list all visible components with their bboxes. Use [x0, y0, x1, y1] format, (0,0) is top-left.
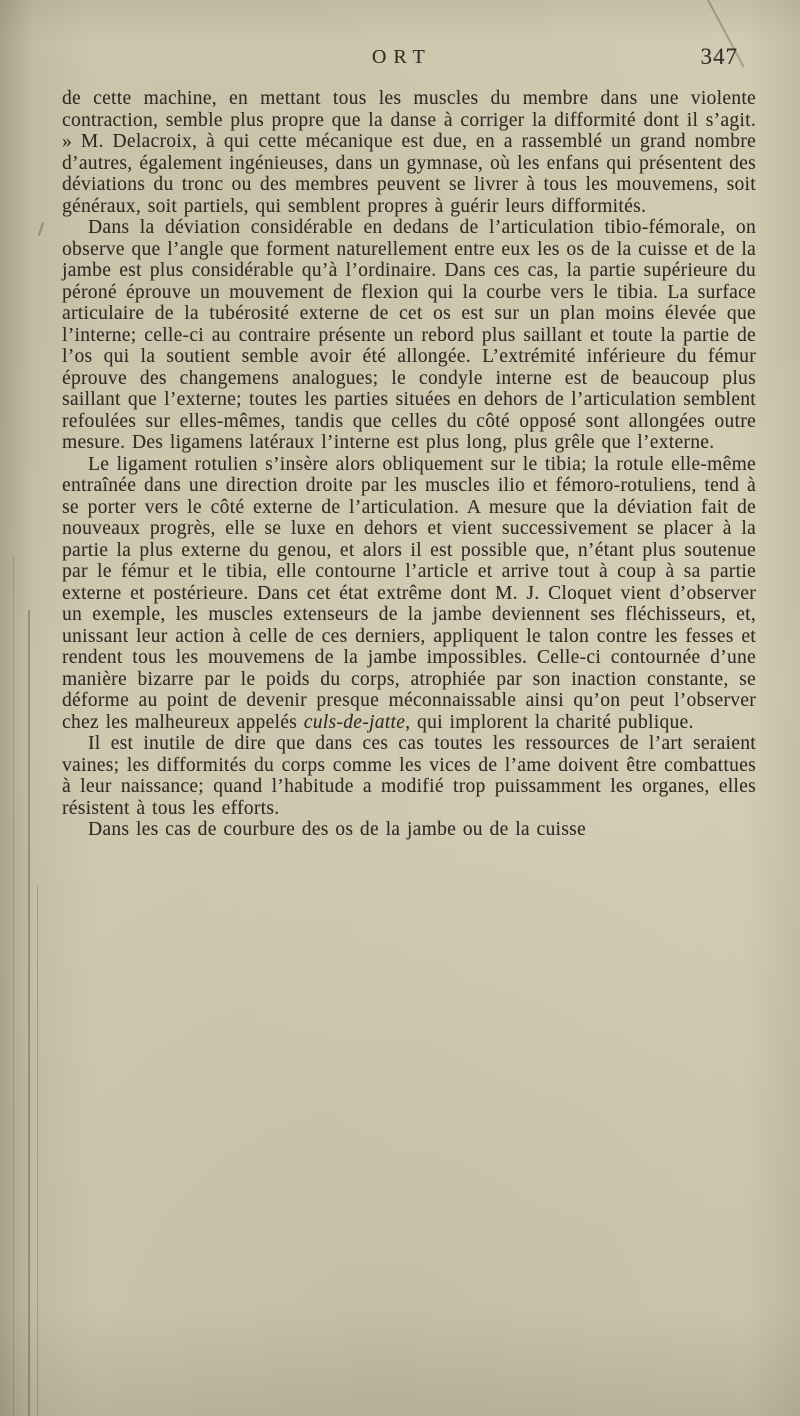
- text-run: , qui implorent la charité publique.: [405, 711, 694, 733]
- paragraph: [62, 819, 756, 841]
- running-title: ORT: [371, 46, 432, 68]
- scan-artifact-vertical-line: [28, 610, 30, 1416]
- page-number: 347: [700, 44, 738, 69]
- text-run: Dans les cas de courbure des os de la jambe ou de la cuisse: [88, 819, 587, 840]
- scan-artifact-tick: [38, 222, 44, 236]
- text-run: Le ligament rotulien s’insère alors obliquement sur le tibia; la rotule elle-même entraînée dans une direction droite par les muscles ilio et fémoro-rotuliens, tend à se porter vers le côté externe de l’articulation. A mesure que la déviation fait de nouveaux progrès, elle se luxe en dehors et vient successivement se placer à la partie la plus externe du genou, et alors il est possible que, n’étant plus soutenue par le fémur et le tibia, elle contourne l’article et arrive tout à coup à sa partie externe et postérieure. Dans cet état extrême dont M. J. Cloquet vient d’observer un exemple, les muscles extenseurs de la jambe deviennent ses fléchisseurs, et, unissant leur action à celle de ces derniers, appliquent le talon contre les fesses et rendent tous les mouvemens de la jambe impossibles. Celle-ci contournée d’une manière bizarre par le poids du corps, atrophiée par son inaction constante, se déforme au point de devenir presque méconnaissable ainsi qu’on peut l’observer chez les malheureux appelés: [62, 453, 756, 733]
- text-run: Dans la déviation considérable en dedans de l’articulation tibio-fémorale, on observe que l’angle que forment naturellement entre eux les os de la cuisse et de la jambe est plus considérable qu’à l’ordinaire. Dans ces cas, la partie supérieure du péroné éprouve un mouvement de flexion qui la courbe vers le tibia. La surface articulaire de la tubérosité externe de cet os est sur un plan moins élevée que l’interne; celle-ci au contraire présente un rebord plus saillant et toute la partie de l’os qui la soutient semble avoir été allongée. L’extrémité inférieure du fémur éprouve des changemens analogues; le condyle interne est de beaucoup plus saillant que l’externe; toutes les parties situées en dehors de l’articulation semblent refoulées sur elles-mêmes, tandis que celles du côté opposé sont allongées outre mesure. Des ligamens latéraux l’interne est plus long, plus grêle que l’externe.: [62, 217, 756, 453]
- page-header: [62, 46, 756, 72]
- scan-artifact-vertical-line: [37, 885, 38, 1416]
- paragraph: [62, 454, 756, 734]
- text-run: Il est inutile de dire que dans ces cas toutes les ressources de l’art seraient vaines; les difformités du corps comme les vices de l’ame doivent être combattues à leur naissance; quand l’habitude a modifié trop puissamment les organes, elles résistent à tous les efforts.: [62, 733, 756, 819]
- paragraph: [62, 217, 756, 454]
- paragraph: [62, 88, 756, 217]
- italic-text-run: culs-de-jatte: [303, 711, 406, 733]
- text-run: de cette machine, en mettant tous les muscles du membre dans une violente contraction, semble plus propre que la danse à corriger la difformité dont il s’agit. » M. Delacroix, à qui cette mécanique est due, en a rassemblé un grand nombre d’autres, également ingénieuses, dans un gymnase, où les enfans qui présentent des déviations du tronc ou des membres peuvent se livrer à tous les mouvemens, soit généraux, soit partiels, qui semblent propres à guérir leurs difformités.: [62, 88, 756, 217]
- scan-artifact-vertical-line: [13, 555, 14, 1416]
- text-block: [62, 88, 756, 841]
- paragraph: [62, 733, 756, 819]
